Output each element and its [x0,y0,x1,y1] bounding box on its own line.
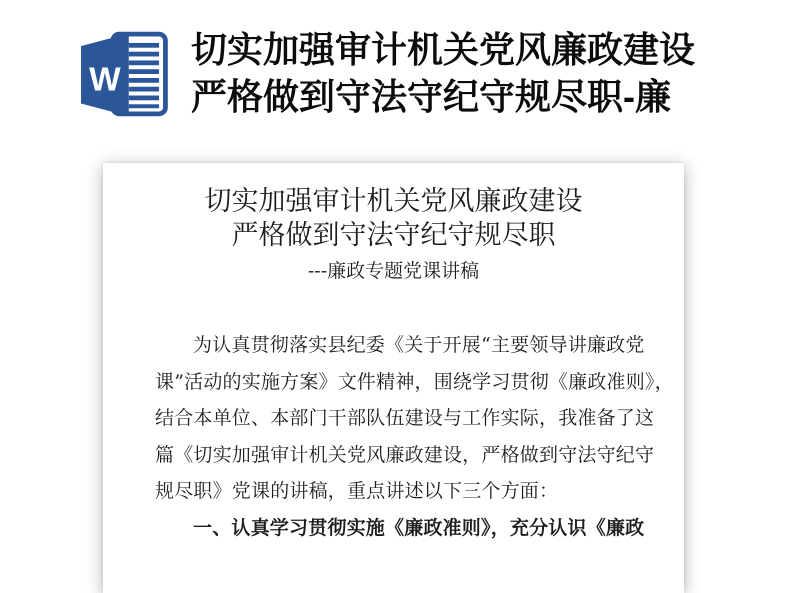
doc-section-heading: 一、认真学习贯彻实施《廉政准则》，充分认识《廉政 [193,516,645,539]
document-page-preview [103,163,684,593]
doc-title-line2: 严格做到守法守纪守规尽职 [231,220,556,251]
doc-body-line: 为认真贯彻落实县纪委《关于开展“主要领导讲廉政党 [193,334,645,356]
doc-title-line1: 切实加强审计机关党风廉政建设 [204,186,583,217]
doc-body-line: 规尽职》党课的讲稿，重点讲述以下三个方面： [155,480,559,502]
page-header [0,0,800,140]
doc-body-line: 课”活动的实施方案》文件精神，围绕学习贯彻《廉政准则》， [155,370,674,393]
doc-subtitle: ---廉政专题党课讲稿 [307,260,480,282]
word-file-icon [74,27,174,121]
doc-body [103,327,684,546]
file-title-line2: 严格做到守法守纪守规尽职-廉 [191,76,671,117]
word-w-badge-icon [81,33,129,116]
file-title-line1: 切实加强审计机关党风廉政建设 [191,29,696,70]
file-title [191,26,771,120]
svg-text:W: W [89,61,121,99]
doc-body-line: 篇《切实加强审计机关党风廉政建设，严格做到守法守纪守 [155,443,655,466]
doc-body-line: 结合本单位、本部门干部队伍建设与工作实际，我准备了这 [155,407,655,429]
